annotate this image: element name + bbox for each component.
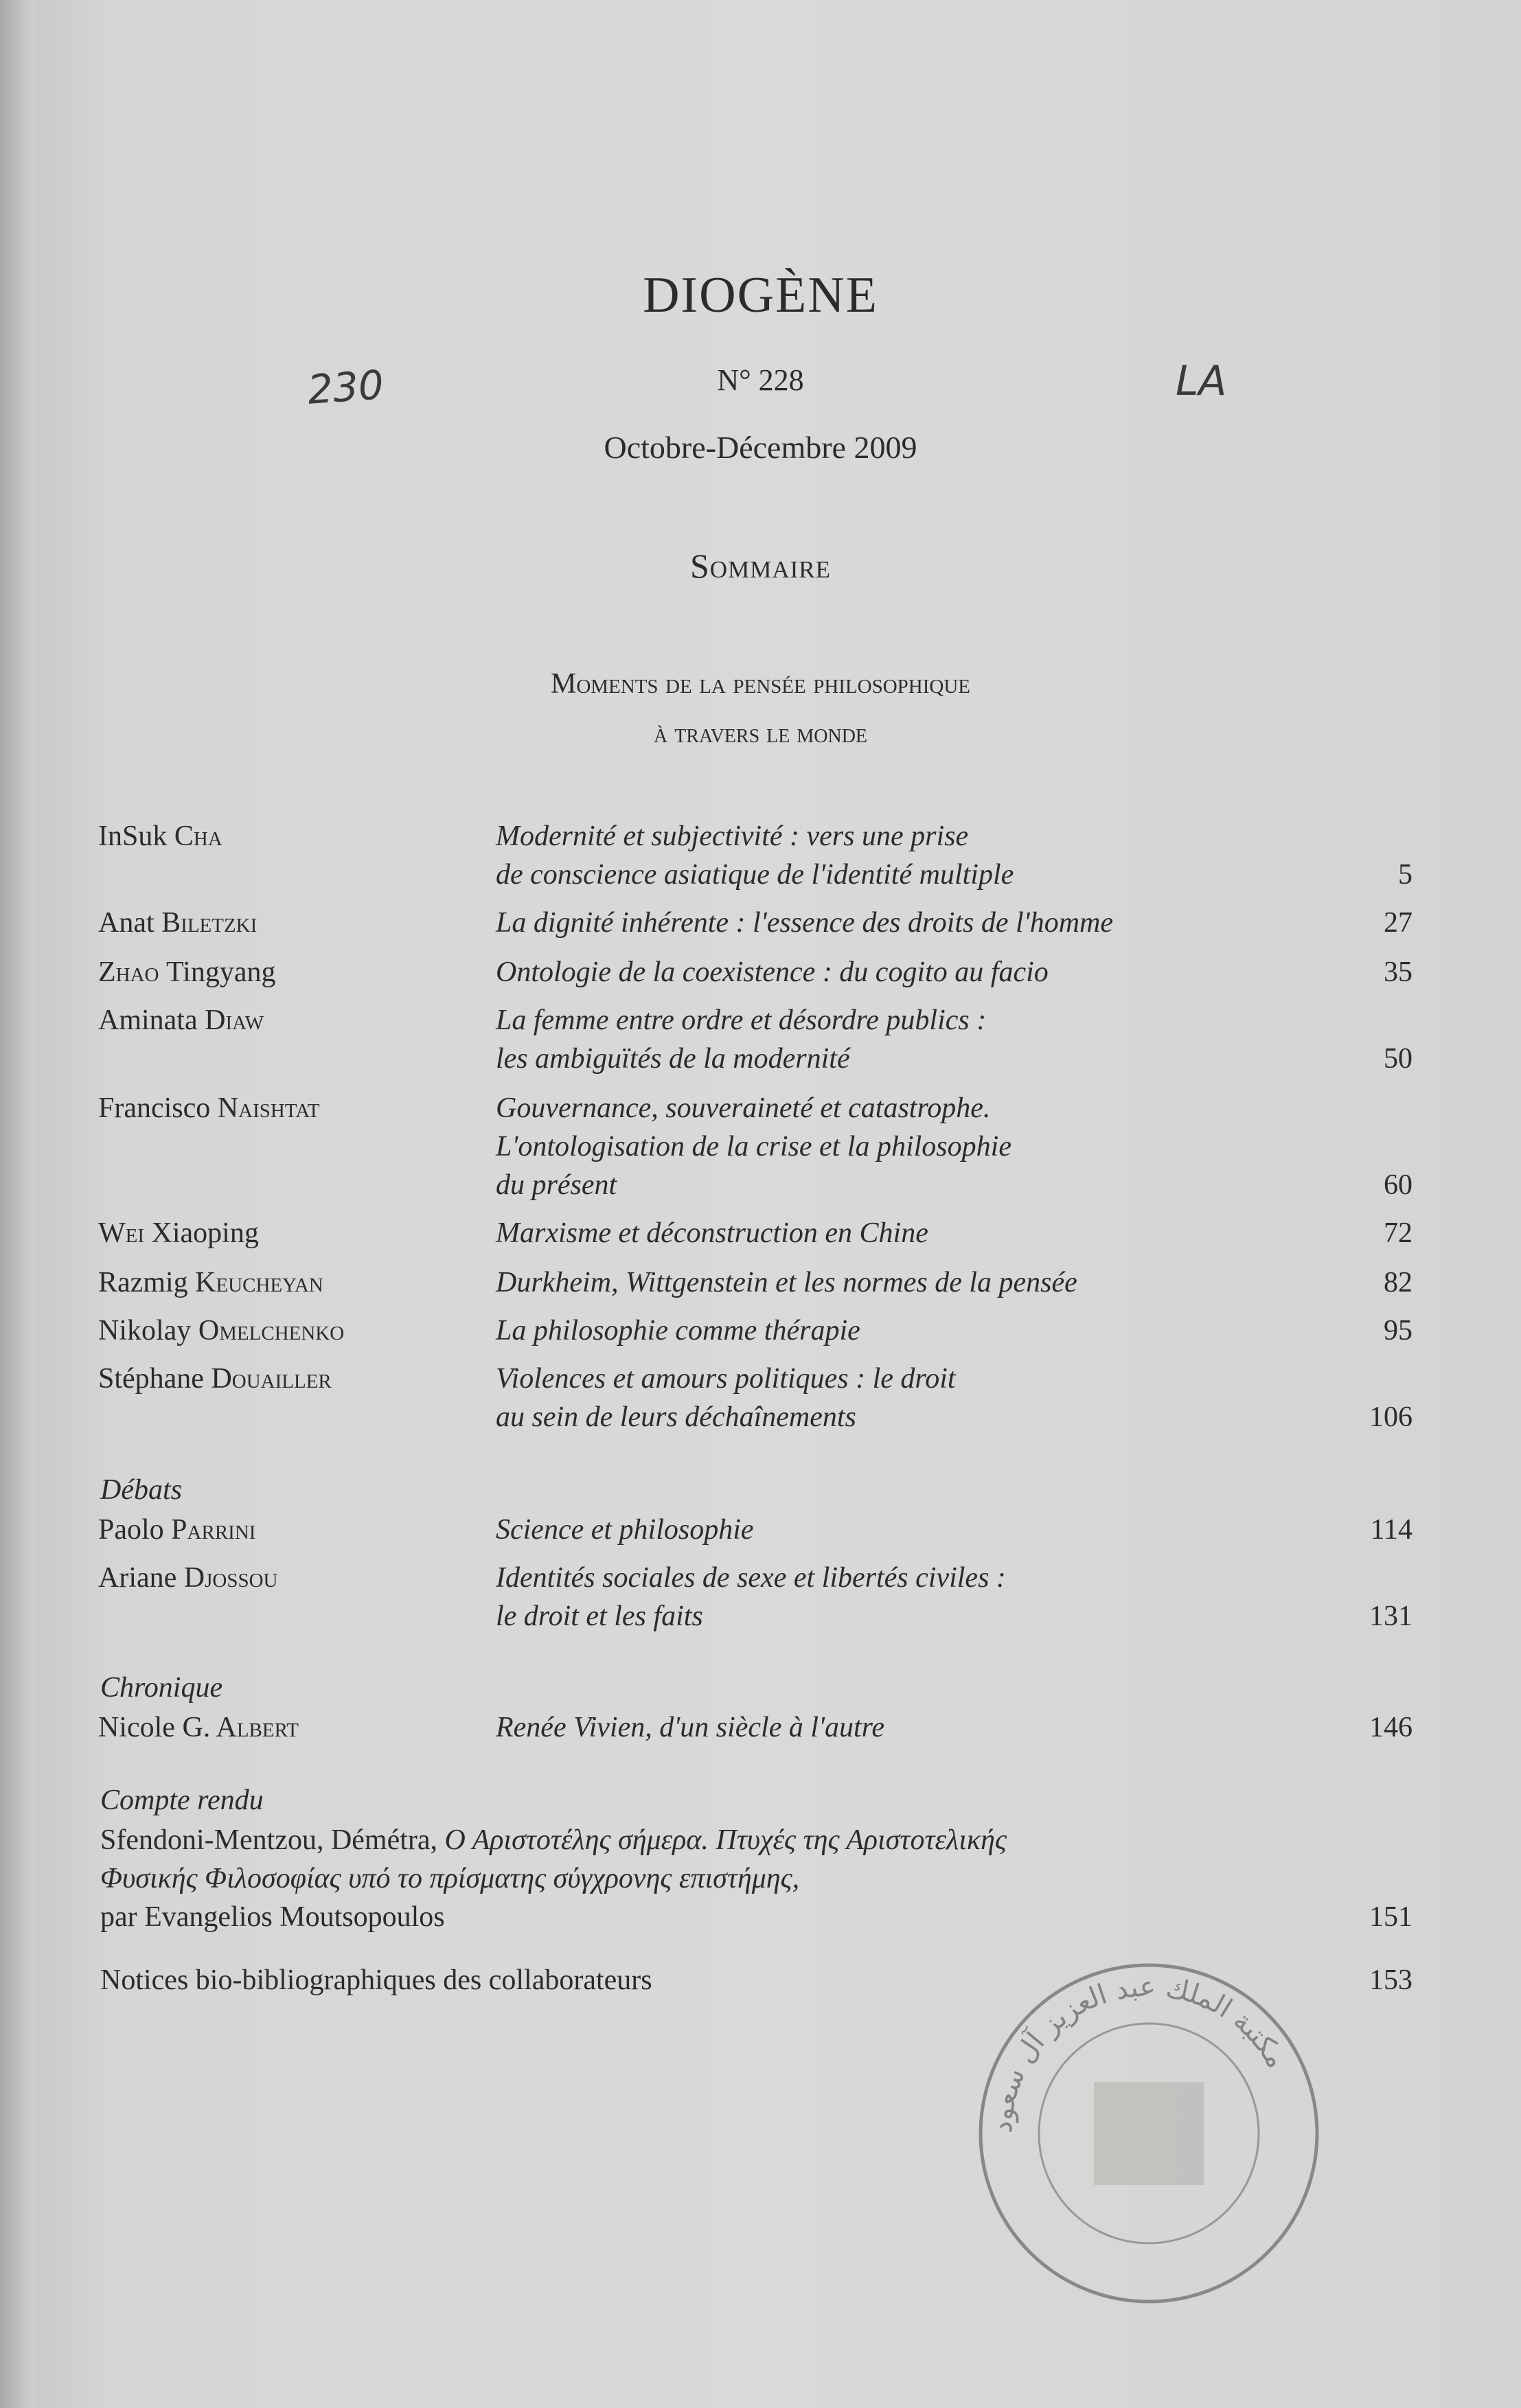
author-given-name: Anat — [98, 907, 155, 939]
author-family-name: Keucheyan — [195, 1267, 323, 1298]
toc-author — [98, 817, 222, 856]
review-greek-title-cont: Φυσικής Φιλοσοφίας υπό το πρίσματης σύγχρονης επιστήμης, — [100, 1863, 800, 1894]
toc-author — [98, 1263, 323, 1302]
toc-author — [98, 1708, 299, 1747]
author-family-name: Cha — [174, 821, 222, 852]
notices-label: Notices bio-bibliographiques des collaborateurs — [100, 1964, 652, 1996]
toc-title-line: Durkheim, Wittgenstein et les normes de la pensée — [496, 1267, 1077, 1298]
rubric-compte-rendu: Compte rendu — [100, 1785, 264, 1816]
toc-title-line: La dignité inhérente : l'essence des droits de l'homme — [496, 907, 1114, 939]
toc-title-line: de conscience asiatique de l'identité multiple — [496, 859, 1014, 891]
toc-page-number: 82 — [1384, 1267, 1413, 1298]
author-given-name: Tingyang — [165, 956, 276, 988]
toc-title-line: Ontologie de la coexistence : du cogito au facio — [496, 956, 1049, 988]
author-given-name: Aminata — [98, 1005, 198, 1036]
author-family-name: Diaw — [205, 1005, 264, 1036]
section-heading-line2: à travers le monde — [653, 718, 868, 748]
toc-author — [98, 953, 275, 991]
author-family-name: Naishtat — [217, 1092, 320, 1124]
library-stamp-icon — [974, 1958, 1324, 2308]
toc-author — [98, 1360, 332, 1398]
author-given-name: InSuk — [98, 821, 168, 852]
stamp-text: مكتبة الملك عبد العزيز آل سعود — [986, 1971, 1292, 2134]
toc-page-number: 35 — [1384, 956, 1413, 988]
author-given-name: Nicole G. — [98, 1712, 211, 1743]
author-given-name: Nikolay — [98, 1315, 192, 1346]
review-author: Sfendoni-Mentzou, Démétra, — [100, 1824, 445, 1856]
author-family-name: Zhao — [98, 956, 159, 988]
author-family-name: Omelchenko — [198, 1315, 345, 1346]
toc-page-number: 95 — [1384, 1315, 1413, 1346]
issue-date: Octobre-Décembre 2009 — [604, 430, 917, 465]
author-given-name: Paolo — [98, 1514, 164, 1546]
toc-author — [98, 1089, 320, 1127]
author-family-name: Wei — [98, 1217, 145, 1249]
author-given-name: Stéphane — [98, 1363, 204, 1395]
toc-author — [98, 1001, 264, 1040]
author-family-name: Albert — [216, 1712, 299, 1743]
toc-title-line: La femme entre ordre et désordre publics : — [496, 1005, 987, 1036]
toc-title-line: Gouvernance, souveraineté et catastrophe. — [496, 1092, 991, 1124]
review-reviewer: par Evangelios Moutsopoulos — [100, 1901, 445, 1933]
toc-page-number: 27 — [1384, 907, 1413, 939]
toc-author — [98, 904, 257, 942]
author-given-name: Ariane — [98, 1562, 177, 1594]
author-given-name: Francisco — [98, 1092, 211, 1124]
toc-page-number: 114 — [1370, 1514, 1413, 1546]
toc-page-number: 146 — [1369, 1712, 1413, 1743]
toc-title-line: le droit et les faits — [496, 1601, 703, 1632]
author-family-name: Douailler — [211, 1363, 332, 1395]
toc-title-line: Modernité et subjectivité : vers une prise — [496, 821, 969, 852]
toc-title-line: Identités sociales de sexe et libertés civiles : — [496, 1562, 1006, 1594]
rubric-chronique: Chronique — [100, 1672, 223, 1704]
toc-title-line: La philosophie comme thérapie — [496, 1315, 860, 1346]
toc-page-number: 50 — [1384, 1043, 1413, 1075]
toc-author — [98, 1311, 344, 1350]
author-given-name: Razmig — [98, 1267, 188, 1298]
rubric-debats: Débats — [100, 1474, 182, 1506]
toc-page-number: 106 — [1369, 1401, 1413, 1433]
toc-title-line: du présent — [496, 1169, 617, 1201]
toc-author — [98, 1511, 255, 1549]
issue-number: N° 228 — [717, 363, 804, 397]
toc-title-line: Science et philosophie — [496, 1514, 754, 1546]
toc-title-line: Renée Vivien, d'un siècle à l'autre — [496, 1712, 885, 1743]
handwritten-note-left: 230 — [306, 361, 385, 413]
review-line-1 — [100, 1821, 1007, 1859]
author-family-name: Parrini — [171, 1514, 256, 1546]
toc-title-line: Violences et amours politiques : le droit — [496, 1363, 956, 1395]
toc-page-number: 131 — [1369, 1601, 1413, 1632]
toc-author — [98, 1214, 259, 1252]
toc-page-number: 72 — [1384, 1217, 1413, 1249]
review-greek-title: Ο Αριστοτέλης σήμερα. Πτυχές της Αριστοτελικής — [444, 1824, 1007, 1856]
sommaire-heading: Sommaire — [690, 547, 831, 585]
toc-title-line: Marxisme et déconstruction en Chine — [496, 1217, 928, 1249]
author-family-name: Djossou — [183, 1562, 278, 1594]
journal-title: DIOGÈNE — [643, 267, 878, 323]
toc-title-line: au sein de leurs déchaînements — [496, 1401, 856, 1433]
author-given-name: Xiaoping — [151, 1217, 259, 1249]
toc-author — [98, 1559, 277, 1597]
section-heading-line1: Moments de la pensée philosophique — [550, 668, 971, 700]
toc-page-number: 60 — [1384, 1169, 1413, 1201]
toc-title-line: les ambiguïtés de la modernité — [496, 1043, 850, 1075]
toc-page-number: 153 — [1369, 1964, 1413, 1996]
author-family-name: Biletzki — [161, 907, 258, 939]
handwritten-note-right: LA — [1176, 357, 1227, 405]
toc-page-number: 151 — [1369, 1901, 1413, 1933]
toc-title-line: L'ontologisation de la crise et la philosophie — [496, 1131, 1011, 1162]
toc-page-number: 5 — [1398, 859, 1413, 891]
